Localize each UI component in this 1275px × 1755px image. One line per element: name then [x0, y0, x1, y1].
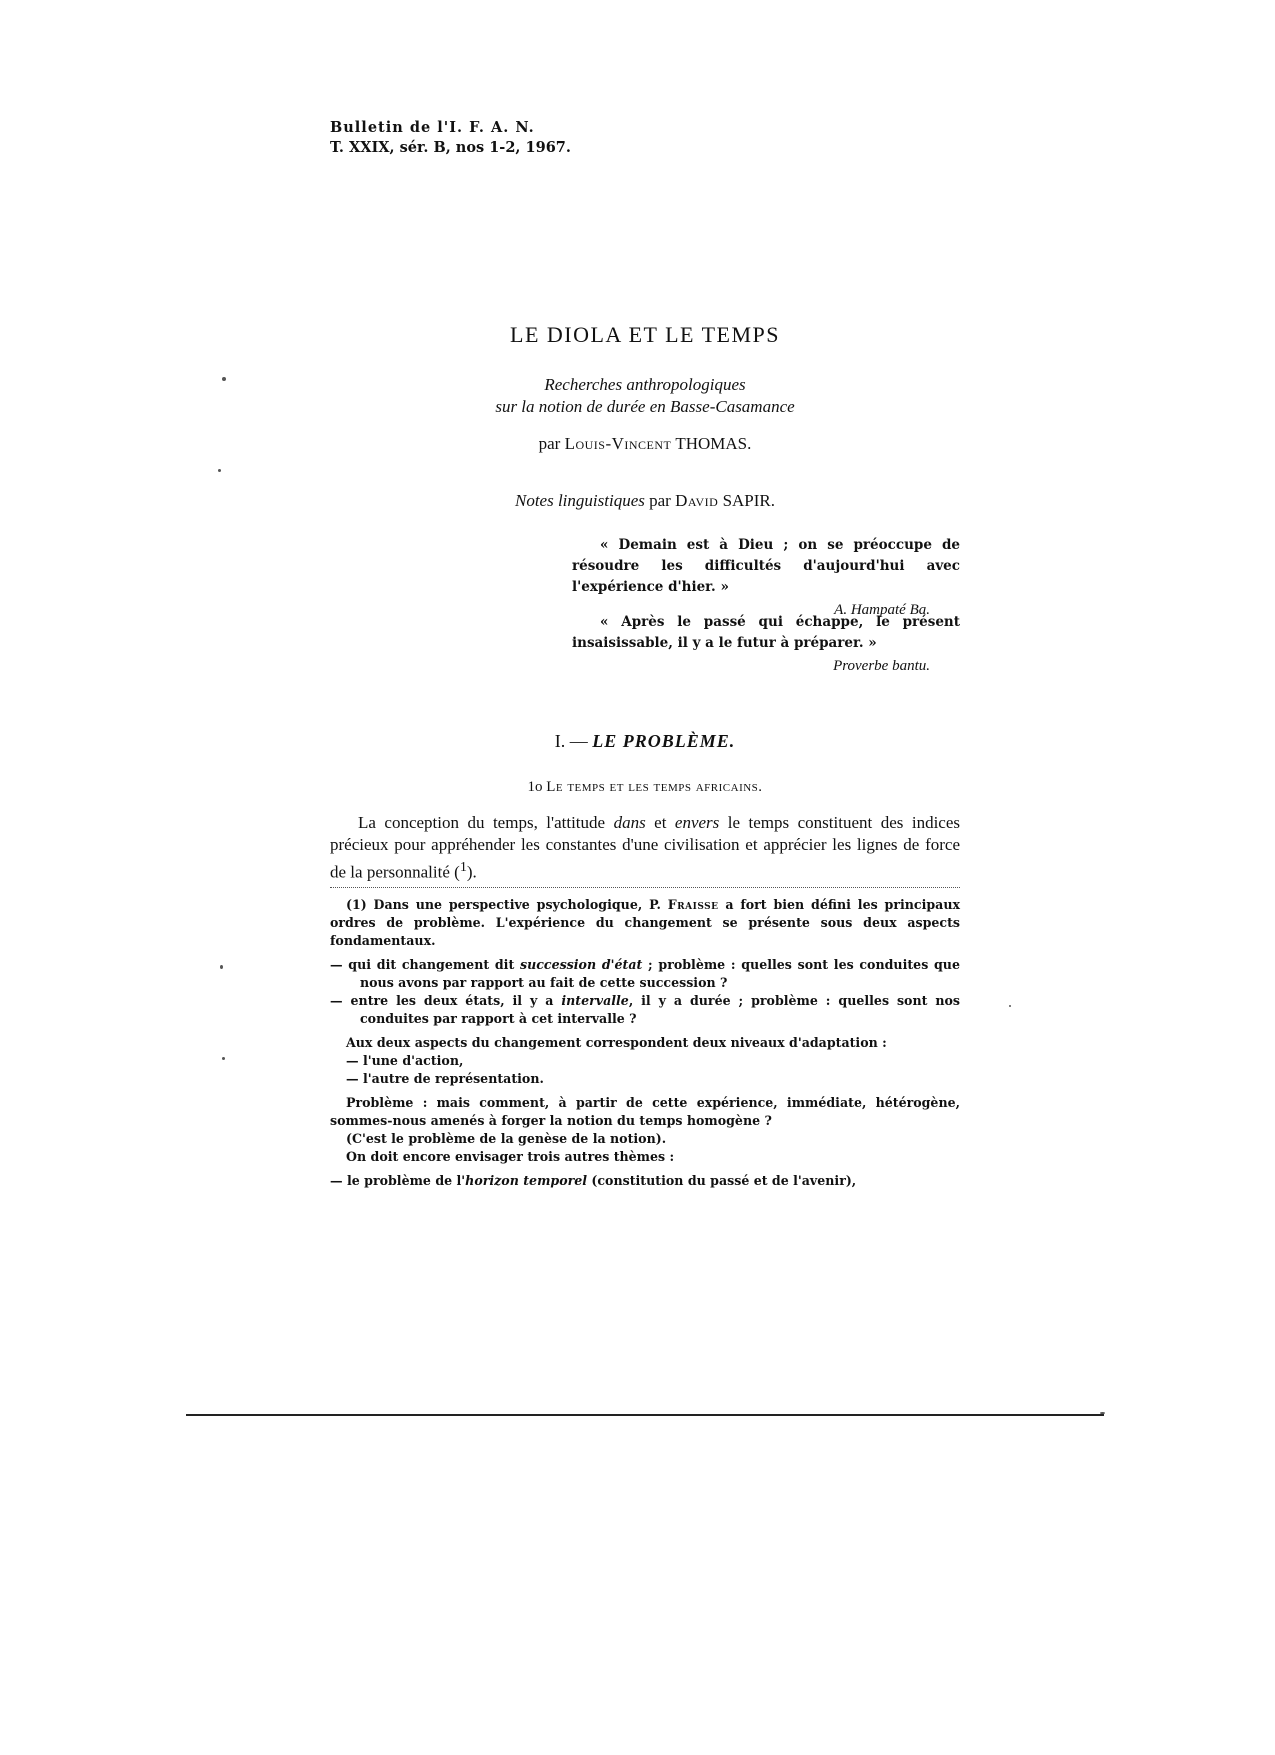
journal-volume: T. XXIX, sér. B, nos 1-2, 1967. [330, 139, 571, 156]
author-surname: THOMAS. [675, 434, 752, 453]
text-run: ; problème : quelles sont les conduites que nous avons par rapport au fait de cette succession ? [360, 957, 960, 990]
italic-run: intervalle [561, 993, 629, 1008]
subsection-title: Le temps et les temps africains. [546, 779, 763, 795]
scan-speck [1100, 1412, 1105, 1414]
scan-speck [1009, 1005, 1011, 1007]
cited-author: Fraisse [667, 897, 719, 912]
epigraph-text: « Après le passé qui échappe, le présent insaisissable, il y a le futur à préparer. » [572, 614, 960, 651]
scan-speck [222, 377, 226, 381]
journal-name: Bulletin de l'I. F. A. N. [330, 119, 535, 136]
text-run: le temps constituent des indices précieux pour appréhender les constantes d'une civilisation et apprécier les lignes de force de la personnalité ( [330, 813, 960, 882]
scan-speck [220, 965, 223, 969]
footnote-dash-item [330, 956, 960, 992]
footnote-dash-item [330, 992, 960, 1028]
footnote-line: On doit encore envisager trois autres thèmes : [346, 1149, 675, 1164]
footnote-paragraph: Aux deux aspects du changement correspondent deux niveaux d'adaptation : [346, 1035, 887, 1050]
subsection-heading [330, 779, 960, 796]
footnote-paragraph [330, 896, 960, 950]
epigraph-2 [572, 612, 960, 677]
section-number: I. — [554, 731, 588, 751]
page-bottom-rule [186, 1414, 1104, 1416]
text-run: ). [466, 862, 477, 882]
notes-label: Notes linguistiques [514, 491, 645, 510]
footnote-paragraph: Problème : mais comment, à partir de cette expérience, immédiate, hétérogène, sommes-nous amenés à forger la notion du temps homogène ? [330, 1095, 960, 1128]
article-subtitle [330, 374, 960, 418]
body-text [330, 812, 960, 884]
author-first-names: Louis-Vincent [564, 434, 672, 453]
text-run: (1) Dans une perspective psychologique, P. [346, 897, 668, 912]
article-title: LE DIOLA ET LE TEMPS [510, 322, 780, 347]
byline-par: par [538, 434, 561, 453]
journal-header [330, 118, 571, 158]
footnotes [330, 896, 960, 1190]
text-run: — le problème de l' [330, 1173, 466, 1188]
linguistic-notes-credit [330, 491, 960, 511]
text-run: La conception du temps, l'attitude [358, 813, 614, 832]
author-byline [330, 434, 960, 454]
notes-author-first-name: David [675, 491, 719, 510]
text-run: — qui dit changement dit [330, 957, 520, 972]
scan-speck [222, 1057, 225, 1060]
section-title: LE PROBLÈME. [592, 731, 736, 751]
subtitle-line-1: Recherches anthropologiques [544, 375, 746, 394]
scan-speck [218, 469, 221, 472]
footnote-separator [330, 887, 960, 888]
text-run: — entre les deux états, il y a [330, 993, 562, 1008]
footnote-line: (C'est le problème de la genèse de la notion). [346, 1131, 667, 1146]
section-heading [330, 731, 960, 752]
epigraph-text: « Demain est à Dieu ; on se préoccupe de résoudre les difficultés d'aujourd'hui avec l'expérience d'hier. » [572, 537, 960, 595]
footnote-dash-item [330, 1172, 960, 1190]
epigraph-author: Proverbe bantu. [833, 658, 930, 674]
notes-par: par [649, 491, 671, 510]
subsection-number: 1o [527, 779, 543, 795]
italic-run: succession d'état [520, 957, 643, 972]
footnote-marker: 1 [459, 859, 467, 875]
text-run: (constitution du passé et de l'avenir), [587, 1173, 857, 1188]
text-run: a fort bien défini les principaux ordres de problème. L'expérience du changement se présente sous deux aspects fondamentaux. [330, 897, 960, 948]
subtitle-line-2: sur la notion de durée en Basse-Casamance [495, 397, 795, 416]
body-paragraph [330, 812, 960, 884]
text-run: , il y a durée ; problème : quelles sont nos conduites par rapport à cet intervalle ? [360, 993, 960, 1026]
epigraph-1 [572, 535, 960, 621]
italic-run: horizon temporel [465, 1173, 588, 1188]
text-run: et [645, 813, 675, 832]
footnote-line: — l'une d'action, [346, 1053, 464, 1068]
footnote-line: — l'autre de représentation. [346, 1071, 544, 1086]
notes-author-surname: SAPIR. [722, 491, 775, 510]
italic-run: dans [613, 813, 646, 832]
italic-run: envers [674, 813, 720, 832]
epigraph-author: A. Hampaté Ba. [834, 602, 930, 618]
